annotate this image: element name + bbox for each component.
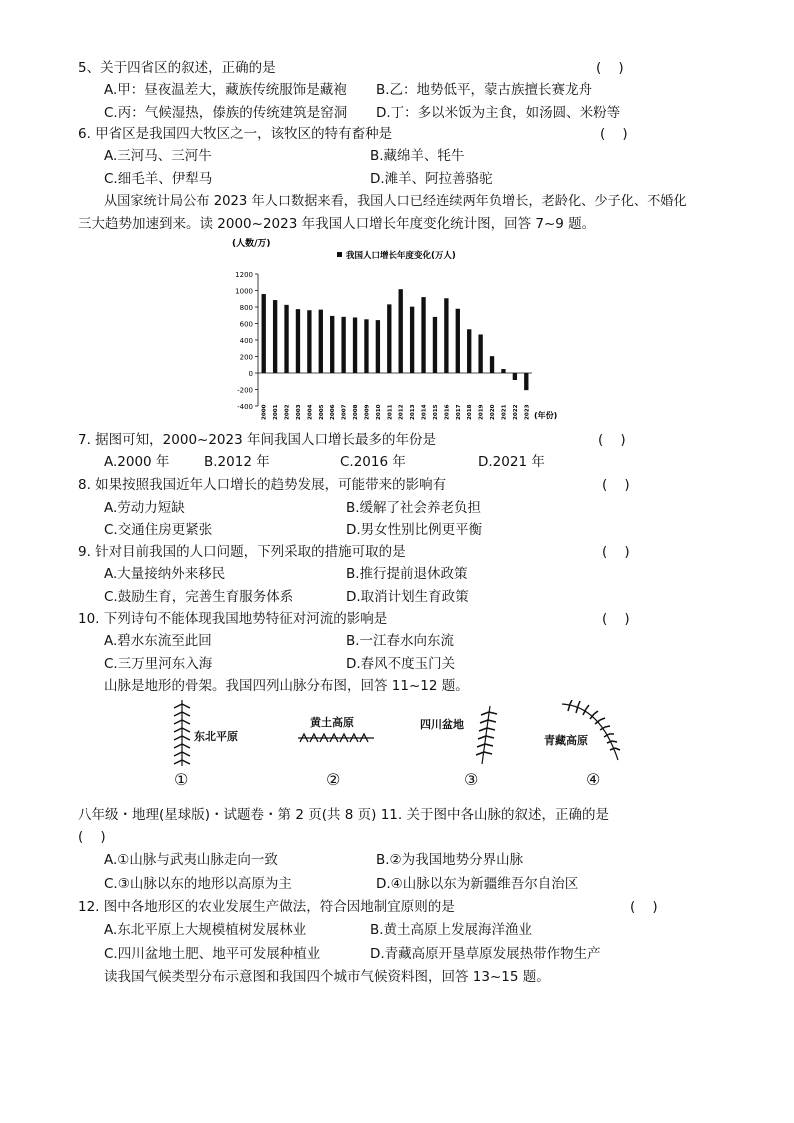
figure-number-3: ③ bbox=[464, 770, 479, 789]
q7-option-a[interactable]: A.2000 年 bbox=[104, 454, 170, 470]
q5-answer-bracket[interactable]: ( ) bbox=[596, 60, 624, 76]
bar-2002 bbox=[284, 305, 288, 373]
chart-xlabel: (年份) bbox=[534, 411, 558, 420]
x-tick-label-2011: 2011 bbox=[387, 404, 394, 420]
mountain-range-1-icon bbox=[168, 700, 196, 766]
bar-2017 bbox=[456, 309, 460, 373]
x-tick-label-2022: 2022 bbox=[512, 404, 519, 420]
figure-number-4: ④ bbox=[586, 770, 601, 789]
bar-2004 bbox=[307, 310, 311, 373]
bar-2001 bbox=[273, 300, 277, 373]
y-tick-label: 1000 bbox=[235, 287, 253, 296]
bar-2000 bbox=[262, 294, 266, 373]
x-tick-label-2017: 2017 bbox=[455, 404, 462, 420]
x-tick-label-2023: 2023 bbox=[524, 404, 531, 420]
q12-option-d[interactable]: D.青藏高原开垦草原发展热带作物生产 bbox=[370, 946, 601, 962]
y-tick-label: 1200 bbox=[235, 271, 253, 279]
x-tick-label-2000: 2000 bbox=[261, 404, 268, 420]
intro-paragraph-line1: 从国家统计局公布 2023 年人口数据来看，我国人口已经连续两年负增长，老龄化、少子化、不婚化 bbox=[104, 194, 687, 209]
x-tick-label-2016: 2016 bbox=[444, 404, 451, 420]
x-tick-label-2012: 2012 bbox=[398, 404, 405, 420]
x-tick-label-2021: 2021 bbox=[501, 404, 508, 420]
x-tick-label-2002: 2002 bbox=[284, 404, 291, 420]
page-footer-q11-stem: 八年级・地理(星球版)・试题卷・第 2 页(共 8 页) 11. 关于图中各山脉的叙述，正确的是 bbox=[78, 807, 609, 823]
bar-2015 bbox=[433, 317, 437, 373]
q9-answer-bracket[interactable]: ( ) bbox=[602, 544, 630, 560]
q10-stem: 10. 下列诗句不能体现我国地势特征对河流的影响是 bbox=[78, 611, 388, 627]
x-tick-label-2004: 2004 bbox=[307, 404, 314, 420]
q11-option-a[interactable]: A.①山脉与武夷山脉走向一致 bbox=[104, 852, 278, 868]
bar-2005 bbox=[319, 310, 323, 373]
mountain-figure bbox=[160, 696, 640, 794]
y-tick-label: 800 bbox=[239, 304, 253, 312]
bar-2022 bbox=[513, 373, 517, 380]
intro-mountains: 山脉是地形的骨架。我国四列山脉分布图，回答 11~12 题。 bbox=[104, 678, 469, 694]
figure-number-1: ① bbox=[174, 770, 189, 789]
q10-option-b[interactable]: B.一江春水向东流 bbox=[346, 633, 455, 649]
q11-option-d[interactable]: D.④山脉以东为新疆维吾尔自治区 bbox=[376, 876, 579, 892]
x-tick-label-2006: 2006 bbox=[330, 404, 337, 420]
q8-option-c[interactable]: C.交通住房更紧张 bbox=[104, 522, 213, 538]
q7-option-b[interactable]: B.2012 年 bbox=[204, 454, 270, 470]
x-tick-label-2015: 2015 bbox=[432, 404, 439, 420]
bar-2006 bbox=[330, 316, 334, 373]
bar-2023 bbox=[524, 373, 528, 390]
q5-option-c[interactable]: C.丙：气候湿热，傣族的传统建筑是窑洞 bbox=[104, 105, 348, 121]
x-tick-label-2003: 2003 bbox=[295, 404, 302, 420]
q11-option-c[interactable]: C.③山脉以东的地形以高原为主 bbox=[104, 876, 292, 892]
y-tick-label: -200 bbox=[237, 386, 253, 395]
intro-climate: 读我国气候类型分布示意图和我国四个城市气候资料图，回答 13~15 题。 bbox=[104, 969, 550, 985]
q5-option-d[interactable]: D.丁：多以米饭为主食，如汤圆、米粉等 bbox=[376, 105, 621, 121]
q6-option-b[interactable]: B.藏绵羊、牦牛 bbox=[370, 148, 465, 164]
x-tick-label-2020: 2020 bbox=[490, 404, 497, 420]
q7-option-d[interactable]: D.2021 年 bbox=[478, 454, 545, 470]
y-tick-label: 400 bbox=[239, 337, 253, 345]
q10-option-d[interactable]: D.春风不度玉门关 bbox=[346, 656, 456, 672]
y-tick-label: 600 bbox=[239, 320, 253, 329]
q11-option-b[interactable]: B.②为我国地势分界山脉 bbox=[376, 852, 524, 868]
x-tick-label-2007: 2007 bbox=[341, 404, 348, 420]
mountain-range-2-icon bbox=[298, 732, 374, 744]
x-tick-label-2008: 2008 bbox=[353, 404, 360, 420]
bar-2003 bbox=[296, 309, 300, 373]
bar-2012 bbox=[399, 289, 403, 373]
q9-option-c[interactable]: C.鼓励生育，完善生育服务体系 bbox=[104, 589, 294, 605]
x-tick-label-2014: 2014 bbox=[421, 404, 428, 420]
q12-option-b[interactable]: B.黄土高原上发展海洋渔业 bbox=[370, 922, 533, 938]
intro-paragraph-line2: 三大趋势加速到来。读 2000~2023 年我国人口增长年度变化统计图，回答 7~9 题。 bbox=[78, 216, 596, 232]
x-tick-label-2019: 2019 bbox=[478, 404, 485, 420]
bar-2008 bbox=[353, 317, 357, 373]
q8-answer-bracket[interactable]: ( ) bbox=[602, 477, 630, 493]
bar-2010 bbox=[376, 320, 380, 373]
bar-2014 bbox=[421, 297, 425, 373]
q6-option-d[interactable]: D.滩羊、阿拉善骆驼 bbox=[370, 171, 493, 187]
q5-stem: 5、关于四省区的叙述，正确的是 bbox=[78, 60, 276, 76]
bar-2007 bbox=[341, 317, 345, 373]
q6-stem: 6. 甲省区是我国四大牧区之一，该牧区的特有畜种是 bbox=[78, 126, 393, 142]
q8-option-b[interactable]: B.缓解了社会养老负担 bbox=[346, 500, 482, 516]
q6-option-a[interactable]: A.三河马、三河牛 bbox=[104, 148, 212, 164]
q5-option-a[interactable]: A.甲：昼夜温差大，藏族传统服饰是藏袍 bbox=[104, 82, 347, 98]
q7-option-c[interactable]: C.2016 年 bbox=[340, 454, 406, 470]
q10-answer-bracket[interactable]: ( ) bbox=[602, 611, 630, 627]
loess-plateau-label: 黄土高原 bbox=[310, 716, 354, 729]
population-growth-chart bbox=[220, 232, 570, 424]
q7-answer-bracket[interactable]: ( ) bbox=[598, 432, 626, 448]
y-tick-label: 0 bbox=[248, 370, 253, 378]
q10-option-c[interactable]: C.三万里河东入海 bbox=[104, 656, 213, 672]
bar-2011 bbox=[387, 304, 391, 373]
q11-answer-bracket[interactable]: ( ) bbox=[78, 829, 106, 845]
chart-ylabel: (人数/万) bbox=[232, 239, 271, 249]
legend-swatch bbox=[337, 252, 342, 257]
mountain-range-3-icon bbox=[472, 704, 498, 766]
q12-option-c[interactable]: C.四川盆地土肥、地平可发展种植业 bbox=[104, 946, 321, 962]
q9-option-b[interactable]: B.推行提前退休政策 bbox=[346, 566, 468, 582]
q10-option-a[interactable]: A.碧水东流至此回 bbox=[104, 633, 212, 649]
q12-answer-bracket[interactable]: ( ) bbox=[630, 899, 658, 915]
x-tick-label-2001: 2001 bbox=[273, 404, 280, 420]
northeast-plain-label: 东北平原 bbox=[194, 730, 238, 743]
bar-2009 bbox=[364, 319, 368, 373]
x-tick-label-2013: 2013 bbox=[410, 404, 417, 420]
figure-number-2: ② bbox=[326, 770, 341, 789]
q5-option-b[interactable]: B.乙：地势低平，蒙古族擅长赛龙舟 bbox=[376, 82, 593, 98]
q9-option-d[interactable]: D.取消计划生育政策 bbox=[346, 589, 469, 605]
q9-option-a[interactable]: A.大量接纳外来移民 bbox=[104, 566, 226, 582]
bar-2021 bbox=[501, 369, 505, 373]
q6-option-c[interactable]: C.细毛羊、伊犁马 bbox=[104, 171, 213, 187]
q12-option-a[interactable]: A.东北平原上大规模植树发展林业 bbox=[104, 922, 307, 938]
y-tick-label: 200 bbox=[239, 353, 253, 362]
x-tick-label-2018: 2018 bbox=[467, 404, 474, 420]
q12-stem: 12. 图中各地形区的农业发展生产做法，符合因地制宜原则的是 bbox=[78, 899, 455, 915]
q6-answer-bracket[interactable]: ( ) bbox=[600, 126, 628, 142]
q8-option-a[interactable]: A.劳动力短缺 bbox=[104, 500, 185, 516]
bar-2013 bbox=[410, 307, 414, 373]
bar-2018 bbox=[467, 329, 471, 373]
q7-stem: 7. 据图可知，2000~2023 年间我国人口增长最多的年份是 bbox=[78, 432, 436, 448]
x-tick-label-2009: 2009 bbox=[364, 404, 371, 420]
x-tick-label-2010: 2010 bbox=[375, 404, 382, 420]
q8-stem: 8. 如果按照我国近年人口增长的趋势发展，可能带来的影响有 bbox=[78, 477, 447, 493]
bar-2020 bbox=[490, 356, 494, 373]
x-tick-label-2005: 2005 bbox=[318, 404, 325, 420]
sichuan-basin-label: 四川盆地 bbox=[420, 718, 464, 731]
y-tick-label: -400 bbox=[237, 403, 253, 411]
chart-title: 我国人口增长年度变化(万人) bbox=[346, 251, 456, 261]
bar-2019 bbox=[478, 334, 482, 373]
bar-2016 bbox=[444, 298, 448, 373]
q8-option-d[interactable]: D.男女性别比例更平衡 bbox=[346, 522, 483, 538]
q9-stem: 9. 针对目前我国的人口问题，下列采取的措施可取的是 bbox=[78, 544, 406, 560]
tibetan-plateau-label: 青藏高原 bbox=[544, 734, 588, 747]
